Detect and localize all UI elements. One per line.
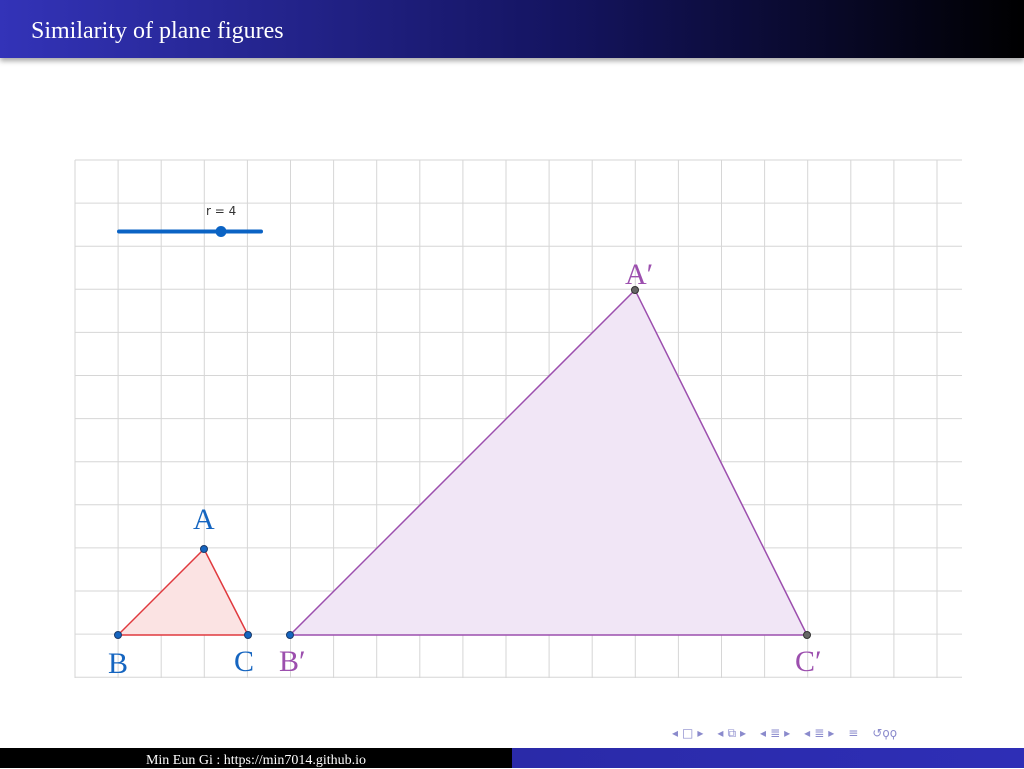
nav-search-icon[interactable]: ↺ϙϙ [872, 726, 898, 740]
label-a: A [193, 503, 215, 536]
point-b-prime[interactable] [287, 632, 294, 639]
slider-handle[interactable] [216, 226, 227, 237]
label-c-prime: C′ [795, 645, 822, 678]
label-b: B [108, 647, 129, 680]
slide-title: Similarity of plane figures [31, 18, 284, 44]
nav-next-section-icon[interactable]: ▸ [784, 726, 791, 740]
slider-label: r = 4 [206, 204, 237, 218]
point-b[interactable] [115, 632, 122, 639]
nav-frame-icon[interactable]: □ [682, 726, 694, 740]
nav-prev-section-icon[interactable]: ◂ [760, 726, 767, 740]
slider[interactable] [119, 204, 261, 237]
beamer-navigation [672, 724, 1022, 742]
point-c[interactable] [245, 632, 252, 639]
footer-right-bar [512, 748, 1024, 768]
nav-align-icon[interactable]: ≡ [848, 726, 859, 740]
nav-subsection-icon[interactable]: ⧉ [727, 725, 737, 740]
footer-author-url: Min Eun Gi : https://min7014.github.io [145, 753, 367, 768]
nav-section-icon[interactable]: ≣ [770, 726, 781, 740]
nav-prev-frame-icon[interactable]: ◂ [672, 726, 679, 740]
nav-slide-icon[interactable]: ≣ [814, 726, 825, 740]
point-c-prime[interactable] [804, 632, 811, 639]
label-b-prime: B′ [279, 645, 306, 678]
point-a[interactable] [201, 546, 208, 553]
triangle-abc[interactable] [118, 549, 248, 635]
nav-next-frame-icon[interactable]: ▸ [697, 726, 704, 740]
nav-prev-subsection-icon[interactable]: ◂ [717, 726, 724, 740]
label-c: C [234, 645, 255, 678]
triangle-abc-prime[interactable] [290, 290, 807, 635]
label-a-prime: A′ [625, 258, 654, 291]
nav-prev-slide-icon[interactable]: ◂ [804, 726, 811, 740]
nav-next-subsection-icon[interactable]: ▸ [740, 726, 747, 740]
nav-next-slide-icon[interactable]: ▸ [828, 726, 835, 740]
